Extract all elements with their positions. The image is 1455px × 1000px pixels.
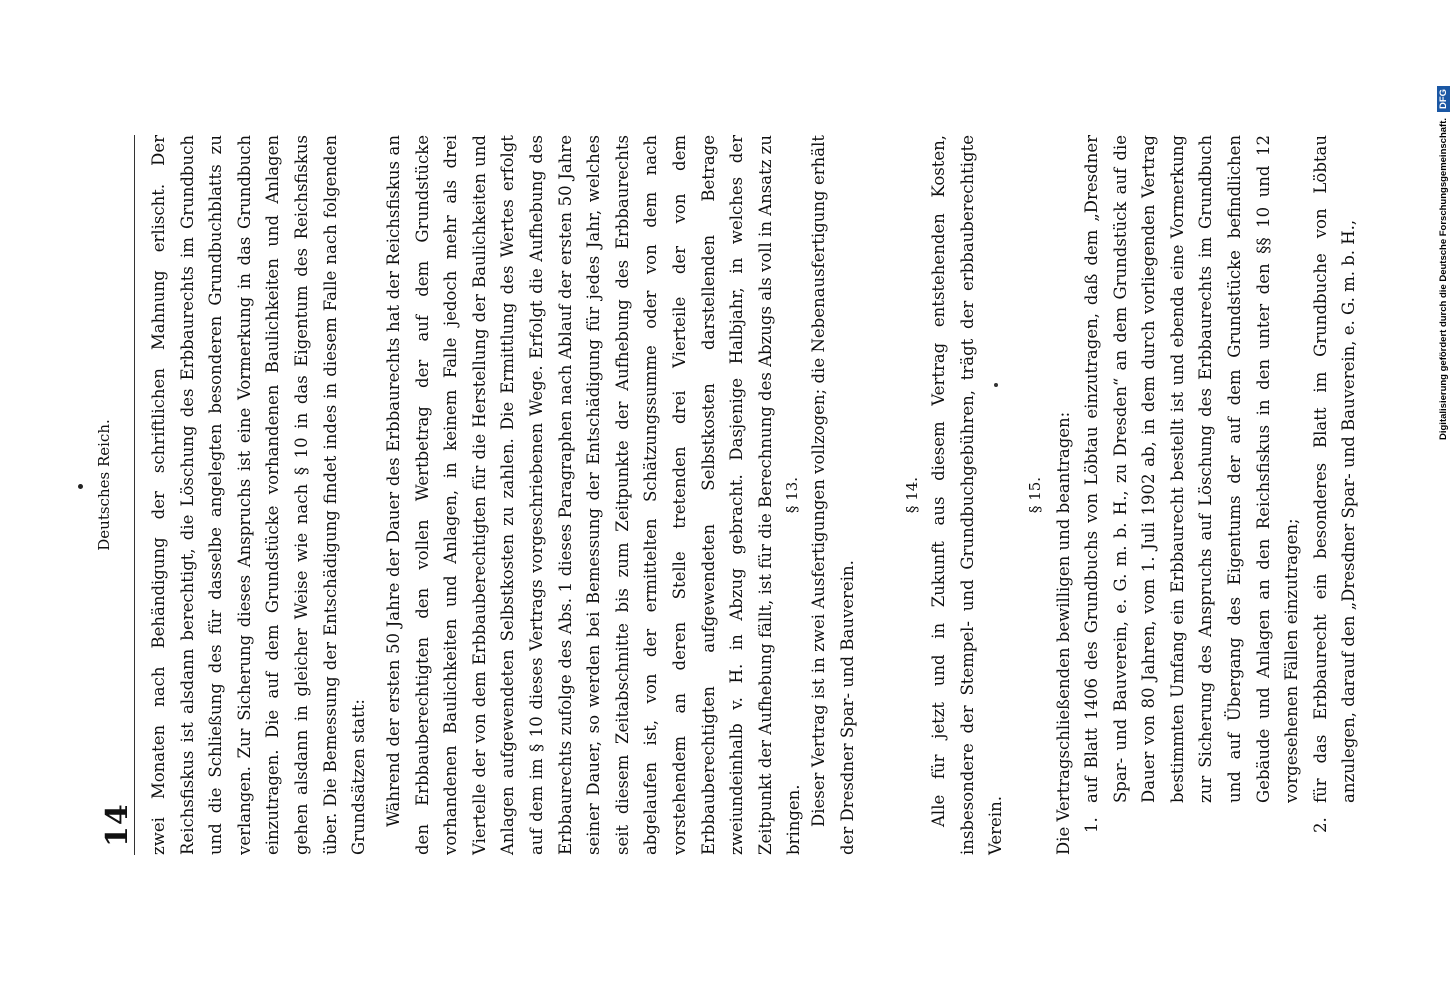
funding-note-text: Digitalisierung gefördert durch die Deutsche Forschungsgemeinschaft. [1437,118,1449,440]
paragraph-compensation: Während der ersten 50 Jahre der Dauer des Erbbaurechts hat der Reichsfiskus an den Erbbauberechtigten den vollen Wertbetrag der auf dem Grundstücke vorhandenen Baulichkeiten und Anlagen, in keinem Falle jedoch mehr als drei Viertelle der von dem Erbbauberechtigten für die Herstellung der Baulichkeiten und Anlagen aufgewendeten Selbstkosten zu zahlen. Die Ermittlung des Wertes erfolgt auf dem im § 10 dieses Vertrags vorgeschriebenen Wege. Erfolgt die Aufhebung des Erbbaurechts zufolge des Abs. 1 dieses Paragraphen nach Ablauf der ersten 50 Jahre seiner Dauer, so werden bei Bemessung der Entschädigung für jedes Jahr, welches seit diesem Zeitabschnitte bis zum Zeitpunkte der Aufhebung des Erbbaurechts abgelaufen ist, von der ermittelten Schätzungssumme oder von dem nach vorstehendem an deren Stelle tretenden drei Vierteile der von dem Erbbauberechtigten aufgewendeten Selbstkosten darstellenden Betrage zweiundeinhalb v. H. in Abzug gebracht. Dasjenige Halbjahr, in welches der Zeitpunkt der Aufhebung fällt, ist für die Berechnung des Abzugs als voll in Ansatz zu bringen. [384,135,804,855]
section-text-13: Dieser Vertrag ist in zwei Ausfertigungen vollzogen; die Nebenausfertigung erhält der Dresdner Spar- und Bauverein. [809,135,857,855]
list-item [1307,135,1364,855]
header-ornament-dot [78,484,83,489]
page-number: 14 [100,803,135,847]
print-speck [994,383,998,387]
section-text-14: Alle für jetzt und in Zukunft aus diesem Vertrag entstehenden Kosten, insbesondere der Stempel- und Grundbuchgebühren, trägt der erbbauberechtigte Verein. [929,135,1006,855]
list-item-number: 2. [1310,817,1330,833]
list-item-number: 1. [1082,817,1101,833]
section-heading-15: § 15. [1026,476,1044,514]
list-item-text: für das Erbbaurecht ein besonderes Blatt im Grundbuche von Löbtau anzulegen, darauf den „Dresdner Spar- und Bauverein, e. G. m. b. H., [1310,135,1359,803]
list-item-text: auf Blatt 1406 des Grundbuchs von Löbtau einzutragen, daß dem „Dresdner Spar- und Bauverein, e. G. m. b. H., zu Dresden“ an dem Grundstück auf die Dauer von 80 Jahren, vom 1. Juli 1902 ab, in dem durch vorliegenden Vertrag bestimmten Umfang ein Erbbaurecht bestellt ist und ebenda eine Vormerkung zur Sicherung des Anspruchs auf Löschung des Erbbaurechts im Grundbuch und auf Übergang des Eigentums der auf dem Grundstücke befindlichen Gebäude und Anlagen an den Reichsfiskus in den unter den §§ 10 und 12 vorgesehenen Fällen einzutragen; [1082,135,1302,803]
funding-note [1432,0,1454,440]
dfg-logo: DFG [1437,86,1450,112]
section-heading-13: § 13. [783,476,801,514]
header-rule [134,135,135,855]
section-text-15: Die Vertragschließenden bewilligen und beantragen: [1054,411,1073,855]
document-page [0,15,1420,955]
paragraph-continuation: zwei Monaten nach Behändigung der schriftlichen Mahnung erlischt. Der Reichsfiskus ist alsdann berechtigt, die Löschung des Erbbaurechts im Grundbuch und die Schließung des für dasselbe angelegten besonderen Grundbuchblatts zu verlangen. Zur Sicherung dieses Anspruchs ist eine Vormerkung in das Grundbuch einzutragen. Die auf dem Grundstücke vorhandenen Baulichkeiten und Anlagen gehen alsdann in gleicher Weise wie nach § 10 in das Eigentum des Reichsfiskus über. Die Bemessung der Entschädigung findet indes in diesem Falle nach folgenden Grundsätzen statt: [149,135,369,855]
running-header: Deutsches Reich. [95,419,113,551]
list-item [1078,135,1307,855]
request-list [1078,135,1364,855]
section-heading-14: § 14. [903,476,921,514]
